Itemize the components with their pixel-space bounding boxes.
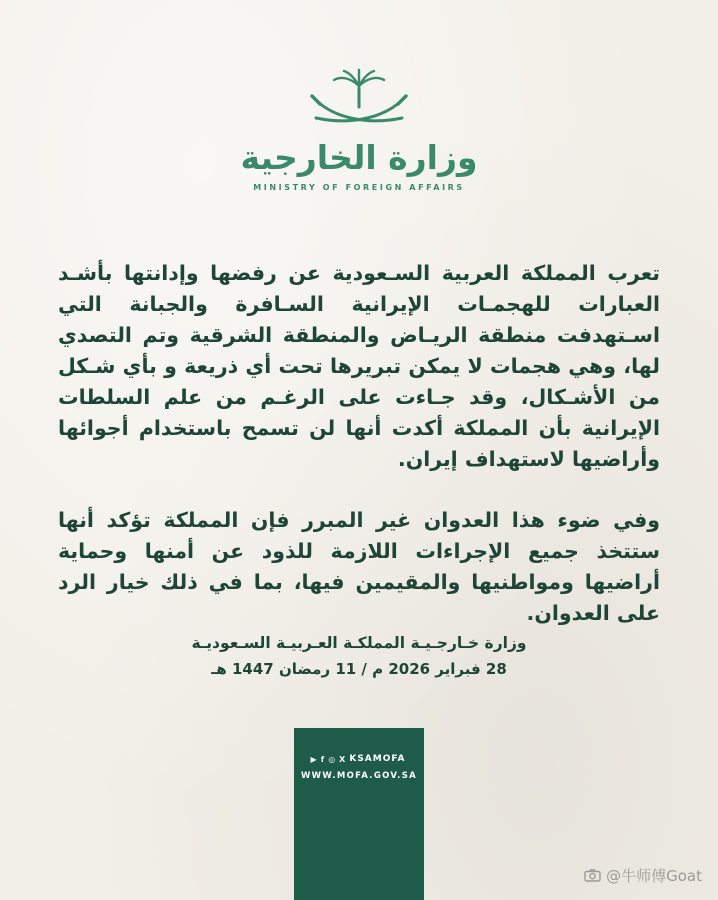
- mofa-logo: [0, 66, 718, 192]
- signature-line: وزارة خـارجـيـة المملكـة العـربيـة السـعوديـة: [191, 634, 527, 652]
- ministry-arabic-title: وزارة الخارجية: [240, 138, 478, 177]
- watermark: [584, 865, 702, 886]
- palm-and-swords-emblem-icon: [301, 66, 417, 138]
- youtube-icon: ▶: [310, 754, 317, 764]
- signature-block: [0, 634, 718, 678]
- statement-paragraph-2: وفي ضوء هذا العدوان غير المبرر فإن المملكة تؤكد أنها ستتخذ جميع الإجراءات اللازمة للذود عن أمنها وحماية أراضيها ومواطنيها والمقيمين فيها، بما في ذلك خيار الرد على العدوان.: [58, 508, 660, 625]
- x-icon: X: [339, 754, 346, 764]
- watermark-text: @牛师傅Goat: [606, 867, 702, 885]
- camera-icon: [584, 869, 601, 882]
- website-url: WWW.MOFA.GOV.SA: [300, 771, 418, 781]
- date-line: 28 فبراير 2026 م / 11 رمضان 1447 هـ: [211, 660, 507, 678]
- footer-banner: [294, 728, 424, 900]
- instagram-icon: ◎: [328, 754, 336, 764]
- social-row: [294, 755, 424, 764]
- ministry-english-title: MINISTRY OF FOREIGN AFFAIRS: [253, 183, 465, 193]
- facebook-icon: f: [320, 754, 325, 764]
- statement-paragraph-1: تعرب المملكة العربية السـعودية عن رفضها وإدانتها بأشـد العبارات للهجمـات الإيرانية السـافرة والجبانة التي اسـتهدفت منطقة الريـاض والمنطقة الشرقية وتم التصدي لها، وهي هجمات لا يمكن تبريرها تحت أي ذريعة و بأي شـكل من الأشـكال، وقد جـاءت على الرغـم من علم السلطات الإيرانية بأن المملكة أكدت أنها لن تسمح باستخدام أجوائها وأراضيها لاستهداف إيران.: [58, 261, 660, 471]
- statement-body: [58, 258, 660, 659]
- social-handle: KSAMOFA: [349, 754, 406, 764]
